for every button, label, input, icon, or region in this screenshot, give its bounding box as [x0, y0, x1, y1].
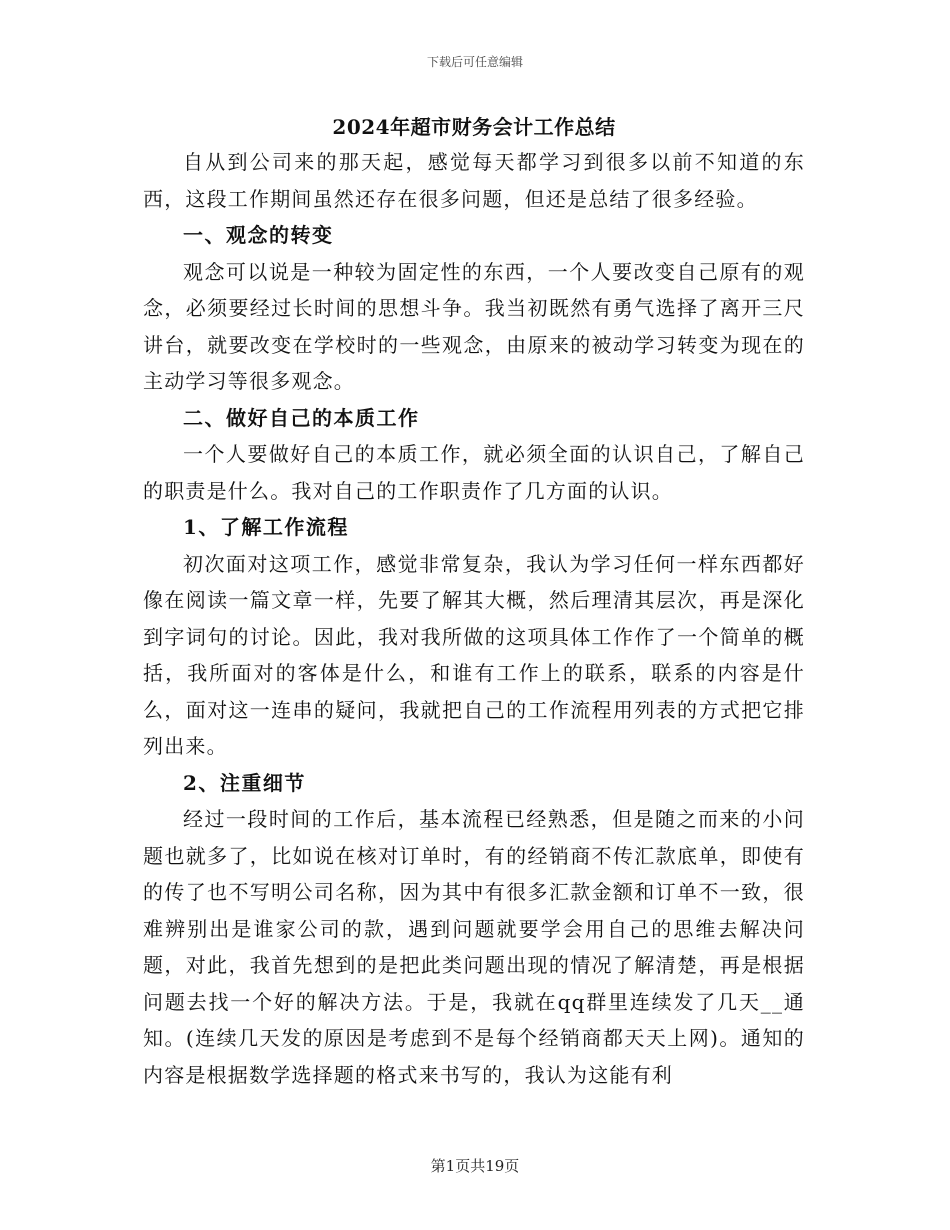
document-title: 2024年超市财务会计工作总结: [332, 115, 616, 139]
section-1-paragraph: 观念可以说是一种较为固定性的东西，一个人要改变自己原有的观念，必须要经过长时间的思想斗争。我当初既然有勇气选择了离开三尺讲台，就要改变在学校时的一些观念，由原来的被动学习转变为现在的主动学习等很多观念。: [143, 259, 805, 393]
subsection-heading-2: 2、注重细节: [183, 770, 306, 795]
subsection-heading-1: 1、了解工作流程: [183, 515, 349, 539]
section-2-paragraph: 一个人要做好自己的本质工作，就必须全面的认识自己，了解自己的职责是什么。我对自己的工作职责作了几方面的认识。: [143, 442, 805, 503]
page-header-note: 下载后可任意编辑: [426, 55, 523, 69]
subsection-1-paragraph: 初次面对这项工作，感觉非常复杂，我认为学习任何一样东西都好像在阅读一篇文章一样，先要了解其大概，然后理清其层次，再是深化到字词句的讨论。因此，我对我所做的这项具体工作作了一个简单的概括，我所面对的客体是什么，和谁有工作上的联系，联系的内容是什么，面对这一连串的疑问，我就把自己的工作流程用列表的方式把它排列出来。: [143, 551, 805, 758]
intro-paragraph: 自从到公司来的那天起，感觉每天都学习到很多以前不知道的东西，这段工作期间虽然还存在很多问题，但还是总结了很多经验。: [143, 150, 805, 211]
subsection-2-paragraph: 经过一段时间的工作后，基本流程已经熟悉，但是随之而来的小问题也就多了，比如说在核对订单时，有的经销商不传汇款底单，即使有的传了也不写明公司名称，因为其中有很多汇款金额和订单不一致，很难辨别出是谁家公司的款，遇到问题就要学会用自己的思维去解决问题，对此，我首先想到的是把此类问题出现的情况了解清楚，再是根据问题去找一个好的解决方法。于是，我就在qq群里连续发了几天__通知。(连续几天发的原因是考虑到不是每个经销商都天天上网)。通知的内容是根据数学选择题的格式来书写的，我认为这能有利: [143, 807, 805, 1087]
section-heading-2: 二、做好自己的本质工作: [183, 405, 420, 430]
page-number-footer: 第1页共19页: [430, 1157, 520, 1175]
section-heading-1: 一、观念的转变: [183, 223, 334, 247]
document-body: [143, 112, 805, 1093]
